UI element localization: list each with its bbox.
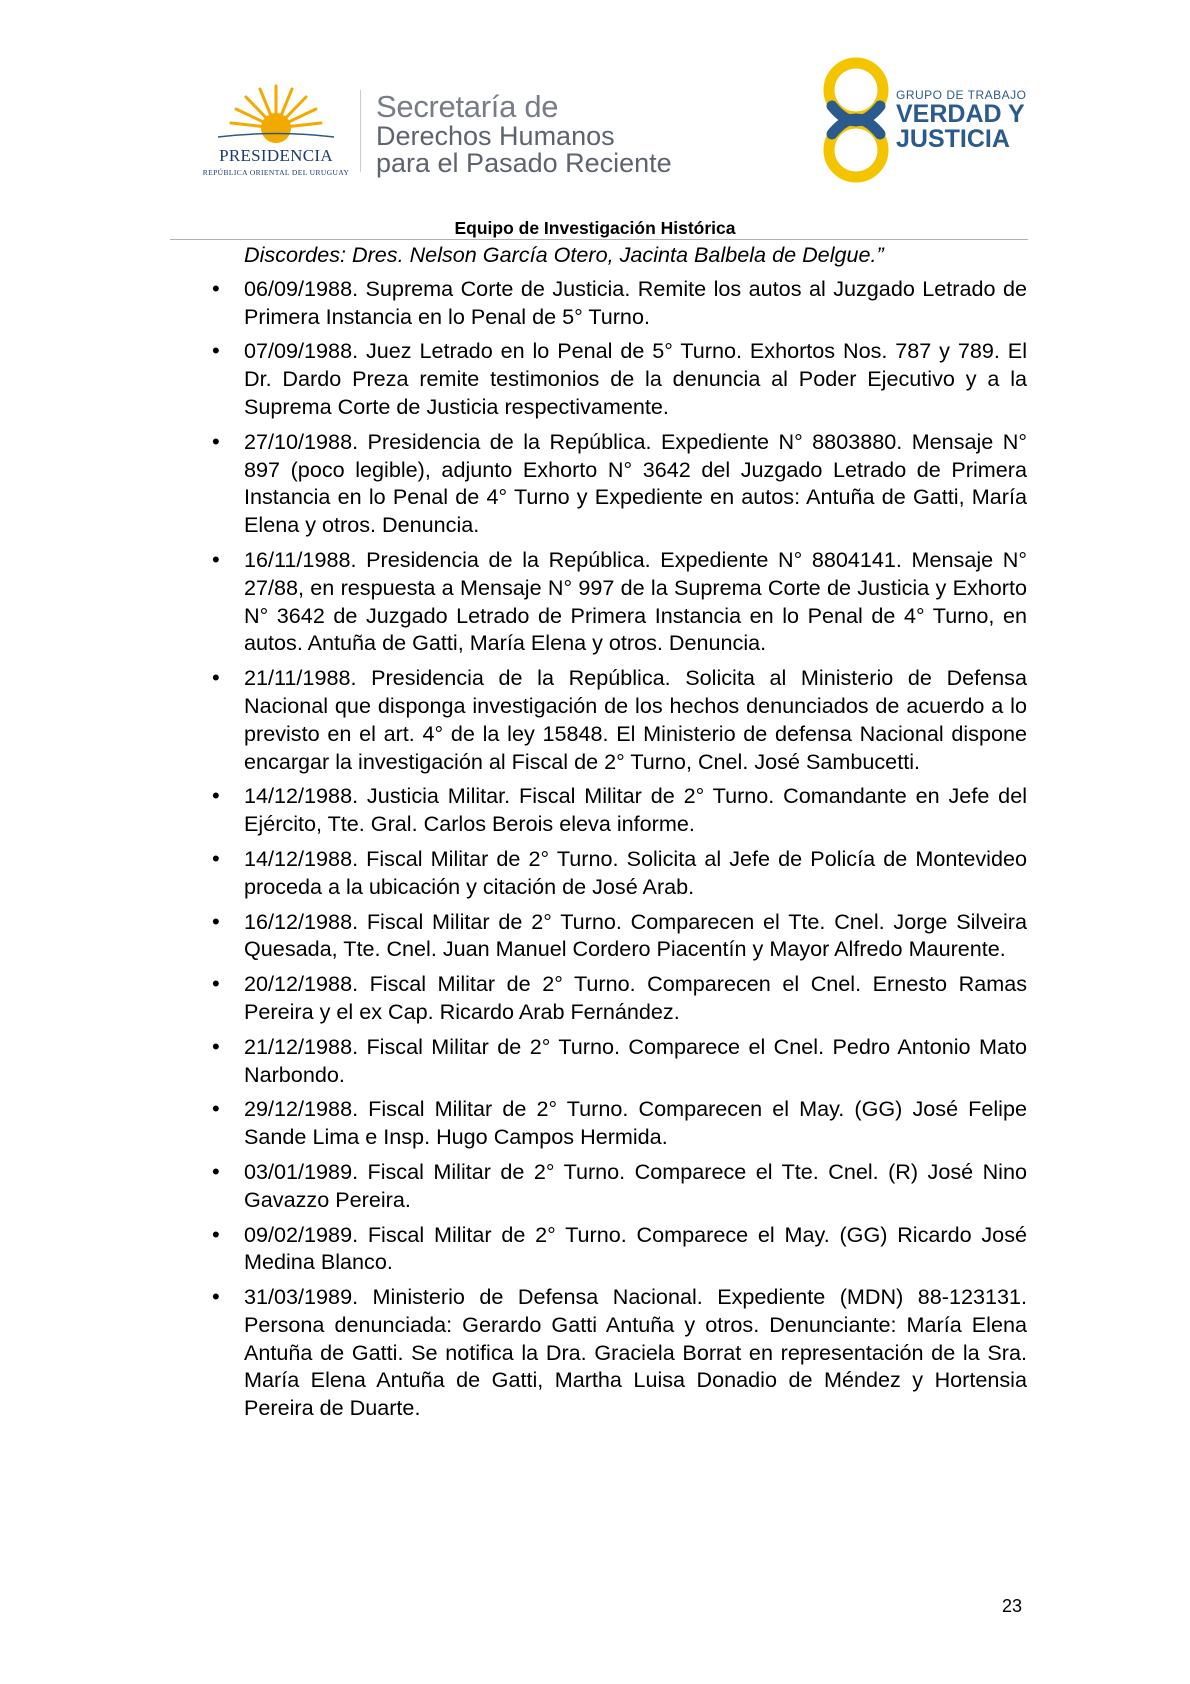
list-item xyxy=(212,428,1027,539)
entry-text: 03/01/1989. Fiscal Militar de 2° Turno. Comparece el Tte. Cnel. (R) José Nino Gavazzo Pereira. xyxy=(244,1158,1027,1212)
entry-text: 29/12/1988. Fiscal Militar de 2° Turno. Comparecen el May. (GG) José Felipe Sande Lima e Insp. Hugo Campos Hermida. xyxy=(244,1096,1027,1150)
header-rule xyxy=(170,239,1028,240)
entry-text: 06/09/1988. Suprema Corte de Justicia. Remite los autos al Juzgado Letrado de Primera Instancia en lo Penal de 5° Turno. xyxy=(244,275,1027,329)
bullet-icon: • xyxy=(212,971,220,997)
intro-text: Discordes: Dres. Nelson García Otero, Jacinta Balbela de Delgue.” xyxy=(244,242,884,267)
entry-text: 21/12/1988. Fiscal Militar de 2° Turno. Comparece el Cnel. Pedro Antonio Mato Narbondo. xyxy=(244,1033,1027,1087)
secretaria-line-3: para el Pasado Reciente xyxy=(376,148,672,178)
entry-text: 14/12/1988. Fiscal Militar de 2° Turno. Solicita al Jefe de Policía de Montevideo proceda a la ubicación y citación de José Arab. xyxy=(244,845,1027,899)
list-item xyxy=(212,845,1027,901)
bullet-icon: • xyxy=(212,1096,220,1122)
bullet-icon: • xyxy=(212,338,220,364)
list-item xyxy=(212,1158,1027,1214)
entry-text: 09/02/1989. Fiscal Militar de 2° Turno. Comparece el May. (GG) Ricardo José Medina Blanco. xyxy=(244,1221,1027,1275)
team-title: Equipo de Investigación Histórica xyxy=(454,218,736,238)
entry-text: 27/10/1988. Presidencia de la República. Expediente N° 8803880. Mensaje N° 897 (poco legible), adjunto Exhorto N° 3642 del Juzgado Letrado de Primera Instancia en lo Penal de 4° Turno y Expediente en autos: Antuña de Gatti, María Elena y otros. Denuncia. xyxy=(244,428,1027,538)
page-number: 23 xyxy=(1002,1596,1023,1616)
list-item xyxy=(212,1221,1027,1277)
sun-emblem-icon xyxy=(198,80,354,150)
entry-text: 16/11/1988. Presidencia de la República. Expediente N° 8804141. Mensaje N° 27/88, en respuesta a Mensaje N° 997 de la Suprema Corte de Justicia y Exhorto N° 3642 de Juzgado Letrado de Primera Instancia en lo Penal de 4° Turno, en autos. Antuña de Gatti, María Elena y otros. Denuncia. xyxy=(244,546,1027,656)
entry-text: 16/12/1988. Fiscal Militar de 2° Turno. Comparecen el Tte. Cnel. Jorge Silveira Quesada, Tte. Cnel. Juan Manuel Cordero Piacentín y Mayor Alfredo Maurente. xyxy=(244,908,1027,962)
presidencia-name: PRESIDENCIA xyxy=(219,146,333,165)
verdad-justicia-logo xyxy=(818,56,1028,184)
list-item xyxy=(212,546,1027,657)
bullet-icon: • xyxy=(212,1158,220,1184)
entry-text: 21/11/1988. Presidencia de la República. Solicita al Ministerio de Defensa Nacional que disponga investigación de los hechos denunciados de acuerdo a lo previsto en el art. 4° de la ley 15848. El Ministerio de defensa Nacional dispone encargar la investigación al Fiscal de 2° Turno, Cnel. José Sambucetti. xyxy=(244,665,1027,774)
secretaria-line-1: Secretaría de xyxy=(376,89,559,124)
list-item xyxy=(212,1283,1027,1422)
bullet-icon: • xyxy=(212,275,220,301)
header-divider xyxy=(360,90,361,172)
list-item xyxy=(212,970,1027,1026)
list-item xyxy=(212,1033,1027,1089)
entry-text: 20/12/1988. Fiscal Militar de 2° Turno. Comparecen el Cnel. Ernesto Ramas Pereira y el ex Cap. Ricardo Arab Fernández. xyxy=(244,971,1027,1024)
vyj-small-label: GRUPO DE TRABAJO xyxy=(896,88,1027,102)
bullet-icon: • xyxy=(212,665,220,691)
page-header xyxy=(0,0,1190,240)
bullet-icon: • xyxy=(212,1033,220,1059)
entry-text: 31/03/1989. Ministerio de Defensa Nacional. Expediente (MDN) 88-123131. Persona denunciada: Gerardo Gatti Antuña y otros. Denunciante: María Elena Antuña de Gatti. Se notifica la Dra. Graciela Borrat en representación de la Sra. María Elena Antuña de Gatti, Martha Luisa Donadio de Méndez y Hortensia Pereira de Duarte. xyxy=(244,1284,1027,1421)
bullet-icon: • xyxy=(212,546,220,572)
list-item xyxy=(212,908,1027,964)
list-item xyxy=(212,664,1027,775)
vyj-line-2: JUSTICIA xyxy=(896,125,1010,153)
entry-text: 07/09/1988. Juez Letrado en lo Penal de 5° Turno. Exhortos Nos. 787 y 789. El Dr. Dardo Preza remite testimonios de la denuncia al Poder Ejecutivo y a la Suprema Corte de Justicia respectivamente. xyxy=(244,338,1027,419)
bullet-icon: • xyxy=(212,428,220,454)
secretaria-logo-text xyxy=(376,90,716,177)
entry-text: 14/12/1988. Justicia Militar. Fiscal Militar de 2° Turno. Comandante en Jefe del Ejército, Tte. Gral. Carlos Berois eleva informe. xyxy=(244,783,1027,837)
bullet-icon: • xyxy=(212,783,220,809)
presidencia-subtitle: REPÚBLICA ORIENTAL DEL URUGUAY xyxy=(202,168,350,177)
list-item xyxy=(212,1095,1027,1151)
list-item xyxy=(212,275,1027,331)
secretaria-line-2: Derechos Humanos xyxy=(376,121,615,151)
vyj-line-1: VERDAD Y xyxy=(896,100,1025,128)
bullet-icon: • xyxy=(212,1221,220,1247)
presidencia-logo xyxy=(198,80,354,180)
entries-list xyxy=(212,275,1027,1422)
list-item xyxy=(212,782,1027,838)
infinity-rings-icon xyxy=(818,56,894,184)
document-body xyxy=(212,241,1027,1429)
bullet-icon: • xyxy=(212,908,220,934)
bullet-icon: • xyxy=(212,1284,220,1310)
bullet-icon: • xyxy=(212,845,220,871)
list-item xyxy=(212,337,1027,420)
